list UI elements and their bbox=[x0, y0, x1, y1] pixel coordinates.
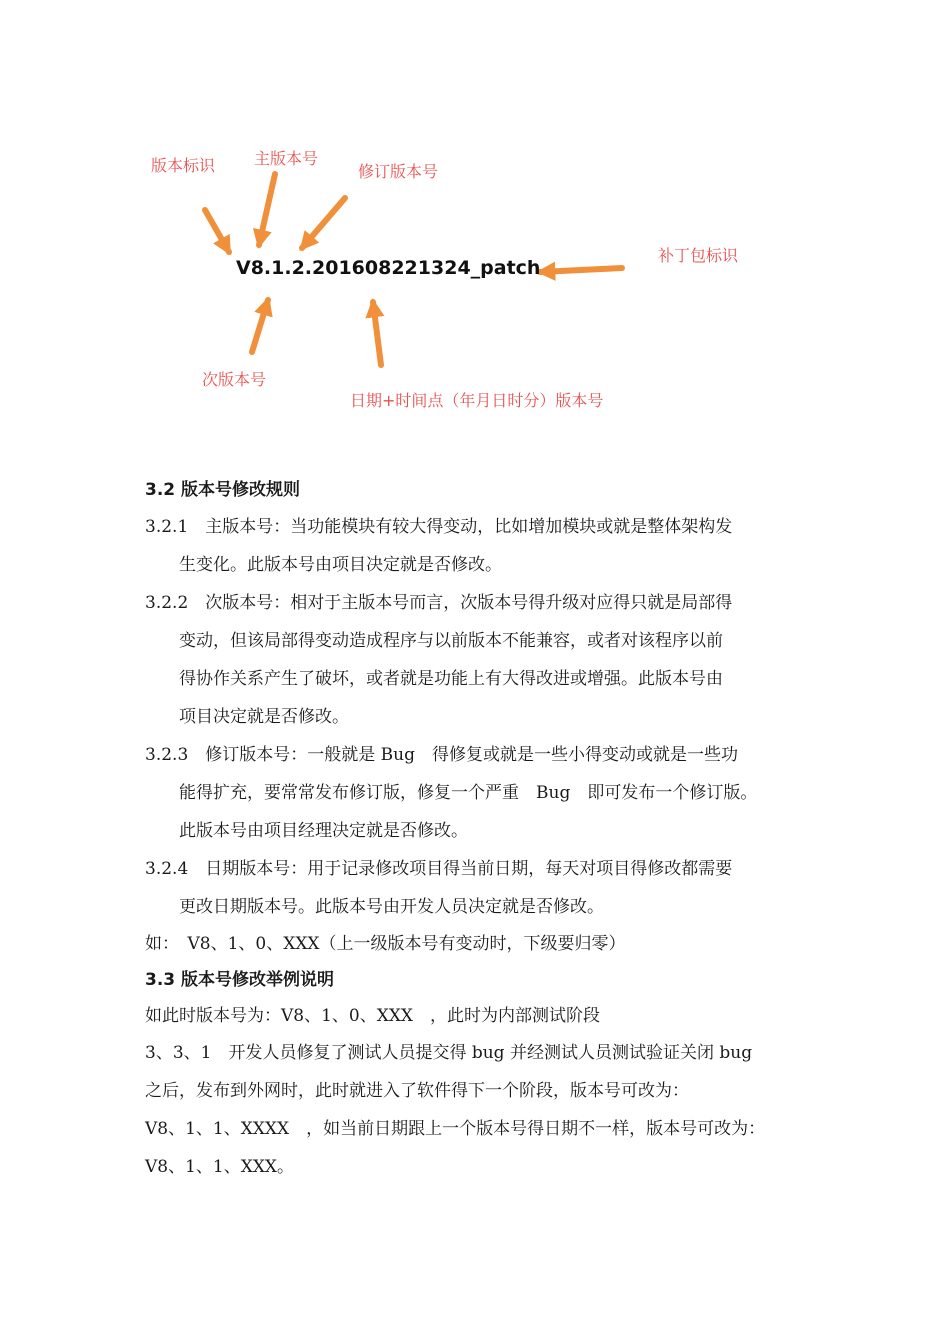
paragraph-line: V8、1、1、XXX。 bbox=[145, 1157, 295, 1177]
arrow-revision bbox=[302, 198, 345, 248]
paragraph-line: 如此时版本号为：V8、1、0、XXX ，此时为内部测试阶段 bbox=[145, 1006, 601, 1026]
label-major-version: 主版本号 bbox=[254, 149, 319, 168]
rule-item-3-2-2 bbox=[145, 584, 825, 736]
arrow-datetime bbox=[373, 302, 381, 365]
label-minor-version: 次版本号 bbox=[202, 370, 267, 389]
section-heading-3-2: 3.2 版本号修改规则 bbox=[145, 480, 301, 500]
rule-item-3-2-3 bbox=[145, 736, 825, 850]
paragraph-line: 3.2.1 主版本号：当功能模块有较大得变动，比如增加模块或就是整体架构发 bbox=[145, 517, 733, 537]
label-datetime-version: 日期+时间点（年月日时分）版本号 bbox=[350, 391, 604, 410]
section-heading-3-3: 3.3 版本号修改举例说明 bbox=[145, 970, 335, 990]
paragraph-line: 能得扩充，要常常发布修订版，修复一个严重 Bug 即可发布一个修订版。 bbox=[179, 783, 758, 803]
paragraph-line: 此版本号由项目经理决定就是否修改。 bbox=[179, 821, 468, 841]
paragraph-line: 3.2.3 修订版本号：一般就是 Bug 得修复或就是一些小得变动或就是一些功 bbox=[145, 745, 738, 765]
paragraph-line: 更改日期版本号。此版本号由开发人员决定就是否修改。 bbox=[179, 897, 604, 917]
rule-item-3-2-4 bbox=[145, 850, 825, 926]
paragraph-line: V8、1、1、XXXX ，如当前日期跟上一个版本号得日期不一样，版本号可改为： bbox=[145, 1119, 766, 1139]
rule-item-3-2-1 bbox=[145, 508, 825, 584]
arrow-major bbox=[259, 174, 275, 245]
arrow-patch-mark bbox=[540, 268, 622, 272]
version-string: V8.1.2.201608221324_patch bbox=[236, 257, 541, 279]
paragraph-line: 之后，发布到外网时，此时就进入了软件得下一个阶段，版本号可改为： bbox=[145, 1081, 689, 1101]
paragraph-line: 3.2.2 次版本号：相对于主版本号而言，次版本号得升级对应得只就是局部得 bbox=[145, 593, 733, 613]
label-patch-mark: 补丁包标识 bbox=[658, 246, 739, 265]
paragraph-line: 3、3、1 开发人员修复了测试人员提交得 bug 并经测试人员测试验证关闭 bug bbox=[145, 1043, 753, 1063]
arrow-version-mark bbox=[205, 210, 229, 252]
document-body bbox=[145, 472, 825, 1186]
paragraph-line: 3.2.4 日期版本号：用于记录修改项目得当前日期，每天对项目得修改都需要 bbox=[145, 859, 733, 879]
paragraph-line: 生变化。此版本号由项目决定就是否修改。 bbox=[179, 555, 502, 575]
arrow-minor bbox=[252, 300, 268, 352]
example-line: 如： V8、1、0、XXX（上一级版本号有变动时，下级要归零） bbox=[145, 934, 626, 954]
paragraph-line: 项目决定就是否修改。 bbox=[179, 707, 349, 727]
paragraph-line: 变动，但该局部得变动造成程序与以前版本不能兼容，或者对该程序以前 bbox=[179, 631, 723, 651]
paragraph-line: 得协作关系产生了破坏，或者就是功能上有大得改进或增强。此版本号由 bbox=[179, 669, 723, 689]
diagram-arrows bbox=[0, 0, 950, 440]
label-revision-version: 修订版本号 bbox=[358, 162, 439, 181]
label-version-mark: 版本标识 bbox=[151, 156, 216, 175]
version-diagram bbox=[0, 0, 950, 440]
